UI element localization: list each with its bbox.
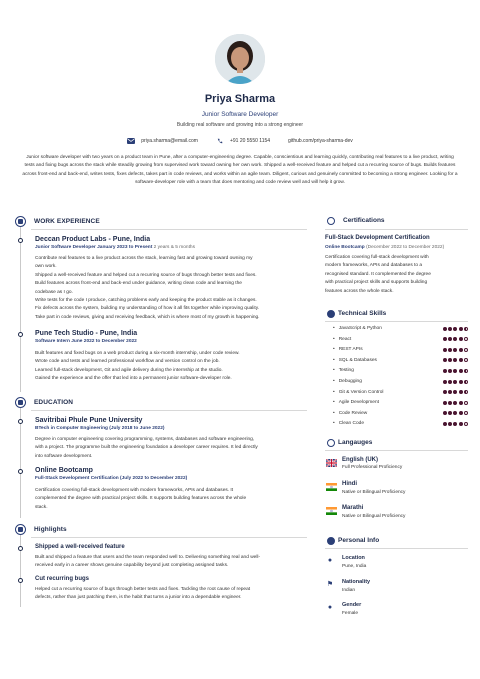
language-name: Hindi [342, 481, 357, 487]
contact-bar [0, 138, 480, 144]
rating-dot [448, 390, 452, 394]
divider [325, 321, 468, 322]
certificate-icon [327, 217, 335, 225]
personal-label: Gender [342, 602, 362, 608]
phone-icon [216, 138, 224, 144]
work-section-title: WORK EXPERIENCE [34, 218, 100, 225]
rating-dot [464, 422, 468, 426]
email-contact[interactable] [127, 138, 198, 144]
timeline-dot [18, 332, 23, 337]
skill-rating [443, 348, 468, 352]
divider [31, 229, 307, 230]
skill-name: Debugging [338, 379, 362, 384]
globe-icon [327, 439, 335, 447]
rating-dot [448, 369, 452, 373]
certifications-section-title: Certifications [343, 217, 385, 224]
job-role: Junior Software Developer January 2023 to Present 2 years & 5 months [35, 245, 195, 250]
rating-dot [464, 401, 468, 405]
skill-rating [443, 369, 468, 373]
rating-dot [453, 390, 457, 394]
skills-section-title: Technical Skills [338, 310, 387, 317]
skill-rating [443, 390, 468, 394]
skill-rating [443, 411, 468, 415]
skill-name: REST APIs [338, 347, 363, 353]
rating-dot [459, 337, 463, 341]
rating-dot [453, 380, 457, 384]
rating-dot [459, 369, 463, 373]
person-icon: ● [327, 604, 333, 611]
rating-dot [459, 380, 463, 384]
rating-dot [448, 422, 452, 426]
rating-dot [448, 348, 452, 352]
language-level: Native or Bilingual Proficiency [342, 490, 406, 495]
rating-dot [459, 422, 463, 426]
languages-section-title: Langauges [338, 439, 373, 446]
certification-title: Full-Stack Development Certification [325, 235, 430, 241]
personal-value: Indian [342, 588, 356, 593]
job-description: Contribute real features to a live product across the stack, learning fast and growing toward owning my own work. Shipped a well-received feature and helped cut a recurring source of bugs through better tests and fixes. Build features across front-end and back-end under guidance, writing clean code and learning the codebase as I go. Write tests for the code I produce, catching problems early and keeping the product stable as it changes. Fix defects across the system, building my understanding of how it all fits together while improving quality. Take part in code reviews, giving and receiving feedback, which is where most of my growth is happening. [35, 256, 260, 320]
skill-rating [443, 327, 468, 331]
highlight-title: Shipped a well-received feature [35, 544, 125, 550]
job-description: Built features and fixed bugs on a web product during a six-month internship, under code review. Wrote code and tests and learned professional workflow and version control on the job. Learned full-stack development, Git and agile delivery during the internship at the studio. Gained the experience and the offer that led into a permanent junior software-developer role. [35, 351, 240, 382]
language-name: Marathi [342, 505, 364, 511]
personal-label: Nationality [342, 579, 371, 585]
rating-dot [443, 337, 447, 341]
phone-contact[interactable] [216, 138, 270, 144]
rating-dot [448, 358, 452, 362]
skill-row: • Agile Development [333, 400, 468, 405]
skill-name: SQL & Databases [338, 357, 377, 363]
rating-dot [464, 337, 468, 341]
rating-dot [443, 401, 447, 405]
rating-dot [459, 411, 463, 415]
rating-dot [453, 411, 457, 415]
rating-dot [464, 411, 468, 415]
job-company: Deccan Product Labs - Pune, India [35, 236, 151, 243]
job-company: Pune Tech Studio - Pune, India [35, 330, 138, 337]
rating-dot [464, 327, 468, 331]
profile-summary: Junior software developer with two years on a product team in Pune, after a computer-engineering degree. Capable, conscientious and learning quickly, contributing real features to a live product, writing tests and fixing bugs across the stack while steadily growing from supervised work toward owning her own work. Shipped a well-received feature and helped cut a recurring source of bugs. Builds features across front-end and back-end, writes tests, fixes defects, takes part in code reviews, and works within an agile team. Diligent, curious and genuinely committed to becoming a strong engineer. Looking for a software-developer role with a team that does mentoring and code review well and will help it grow. [22, 155, 458, 186]
rating-dot [453, 369, 457, 373]
personal-value: Female [342, 611, 358, 616]
email-text: priya.sharma@email.com [141, 138, 198, 144]
highlight-description: Built and shipped a feature that users and the team responded well to. Delivering something real and well- received early in a career shows genuine capability beyond just completing assigned tasks. [35, 555, 261, 569]
rating-dot [443, 369, 447, 373]
skill-name: Clean Code [338, 421, 365, 427]
rating-dot [448, 411, 452, 415]
personal-label: Location [342, 555, 365, 561]
email-icon [127, 138, 135, 144]
rating-dot [464, 390, 468, 394]
education-section-title: EDUCATION [34, 399, 74, 406]
timeline-dot [18, 238, 23, 243]
highlight-description: Helped cut a recurring source of bugs through better tests and fixes. Tackling the root cause of repeat defects, rather than just patching them, is the habit that turns a junior into a dependable engineer. [35, 587, 251, 601]
skill-row: • React [333, 337, 468, 342]
divider [325, 229, 468, 230]
timeline-dot [18, 469, 23, 474]
rating-dot [464, 358, 468, 362]
rating-dot [443, 348, 447, 352]
skill-row: • Debugging [333, 379, 468, 384]
skill-row: • Clean Code [333, 421, 468, 426]
tools-icon [327, 310, 335, 318]
rating-dot [453, 401, 457, 405]
rating-dot [464, 369, 468, 373]
skill-row: • Git & Version Control [333, 390, 468, 395]
phone-text: +91 20 5550 1154 [229, 138, 271, 144]
uk-flag-icon [326, 459, 337, 467]
rating-dot [464, 348, 468, 352]
rating-dot [448, 401, 452, 405]
skill-row: • JavaScript & Python [333, 326, 468, 331]
skill-name: Testing [338, 368, 354, 374]
skill-name: JavaScript & Python [338, 326, 382, 331]
rating-dot [443, 422, 447, 426]
skill-row: • SQL & Databases [333, 358, 468, 363]
india-flag-icon [326, 507, 337, 515]
education-description: Degree in computer engineering covering programming, systems, databases and software engineering, with a project. The programme built the engineering foundation a developer career requires. It led directly into software development. [35, 437, 258, 459]
rating-dot [443, 390, 447, 394]
personal-value: Pune, India [342, 564, 367, 569]
flag-icon: ⚑ [326, 581, 334, 588]
education-degree: BTech in Computer Engineering (July 2018 to June 2022) [35, 426, 165, 431]
personal-section-title: Personal Info [338, 537, 380, 544]
highlight-title: Cut recurring bugs [35, 576, 90, 582]
rating-dot [459, 327, 463, 331]
github-contact[interactable] [288, 138, 353, 144]
highlights-section-title: Highlights [34, 526, 67, 533]
rating-dot [443, 358, 447, 362]
candidate-name: Priya Sharma [204, 93, 276, 105]
location-pin-icon: ● [327, 557, 333, 564]
rating-dot [448, 337, 452, 341]
skill-row: • Code Review [333, 411, 468, 416]
education-description: Certification covering full-stack development with modern frameworks, APIs and databases. It complemented the degree with practical project skills. It supports building features across the whole stack. [35, 488, 247, 510]
divider [31, 537, 307, 538]
avatar [215, 34, 265, 84]
language-level: Full Professional Proficiency [342, 465, 403, 470]
rating-dot [464, 380, 468, 384]
briefcase-icon [15, 216, 26, 227]
star-icon [15, 524, 26, 535]
rating-dot [443, 327, 447, 331]
tagline: Building real software and growing into a strong engineer [176, 122, 304, 128]
timeline-line [20, 408, 21, 518]
certification-issuer: Online Bootcamp (December 2022 to December 2022) [325, 245, 445, 250]
job-title: Junior Software Developer [201, 111, 279, 118]
education-degree: Full-Stack Development Certification (July 2022 to December 2022) [35, 476, 188, 481]
skill-row: • Testing [333, 368, 468, 373]
rating-dot [453, 422, 457, 426]
job-role: Software Intern June 2022 to December 2022 [35, 339, 137, 344]
skill-rating [443, 337, 468, 341]
timeline-dot [18, 546, 23, 551]
divider [325, 548, 468, 549]
divider [325, 450, 468, 451]
rating-dot [453, 358, 457, 362]
language-name: English (UK) [342, 457, 378, 463]
rating-dot [459, 390, 463, 394]
education-school: Online Bootcamp [35, 467, 93, 474]
skill-row: • REST APIs [333, 347, 468, 352]
rating-dot [459, 401, 463, 405]
rating-dot [443, 411, 447, 415]
rating-dot [453, 327, 457, 331]
certification-description: Certification covering full-stack development with modern frameworks, APIs and databases to a recognised standard. It complemented the degree with practical project skills and supports building features across the whole stack. [325, 255, 431, 294]
skill-rating [443, 380, 468, 384]
rating-dot [453, 337, 457, 341]
timeline-dot [18, 578, 23, 583]
divider [31, 410, 307, 411]
id-card-icon [327, 537, 335, 545]
skill-name: Code Review [338, 410, 368, 416]
rating-dot [448, 327, 452, 331]
timeline-line [20, 227, 21, 392]
skill-rating [443, 401, 468, 405]
rating-dot [459, 358, 463, 362]
skill-name: Agile Development [338, 400, 379, 406]
education-school: Savitribai Phule Pune University [35, 417, 143, 424]
timeline-dot [18, 419, 23, 424]
rating-dot [459, 348, 463, 352]
skill-rating [443, 358, 468, 362]
rating-dot [443, 380, 447, 384]
india-flag-icon [326, 483, 337, 491]
github-text: github.com/priya-sharma-dev [288, 138, 353, 144]
skill-name: Git & Version Control [338, 389, 384, 395]
graduation-cap-icon [15, 397, 26, 408]
skill-name: React [338, 336, 352, 342]
language-level: Native or Bilingual Proficiency [342, 514, 406, 519]
rating-dot [448, 380, 452, 384]
rating-dot [453, 348, 457, 352]
skill-rating [443, 422, 468, 426]
